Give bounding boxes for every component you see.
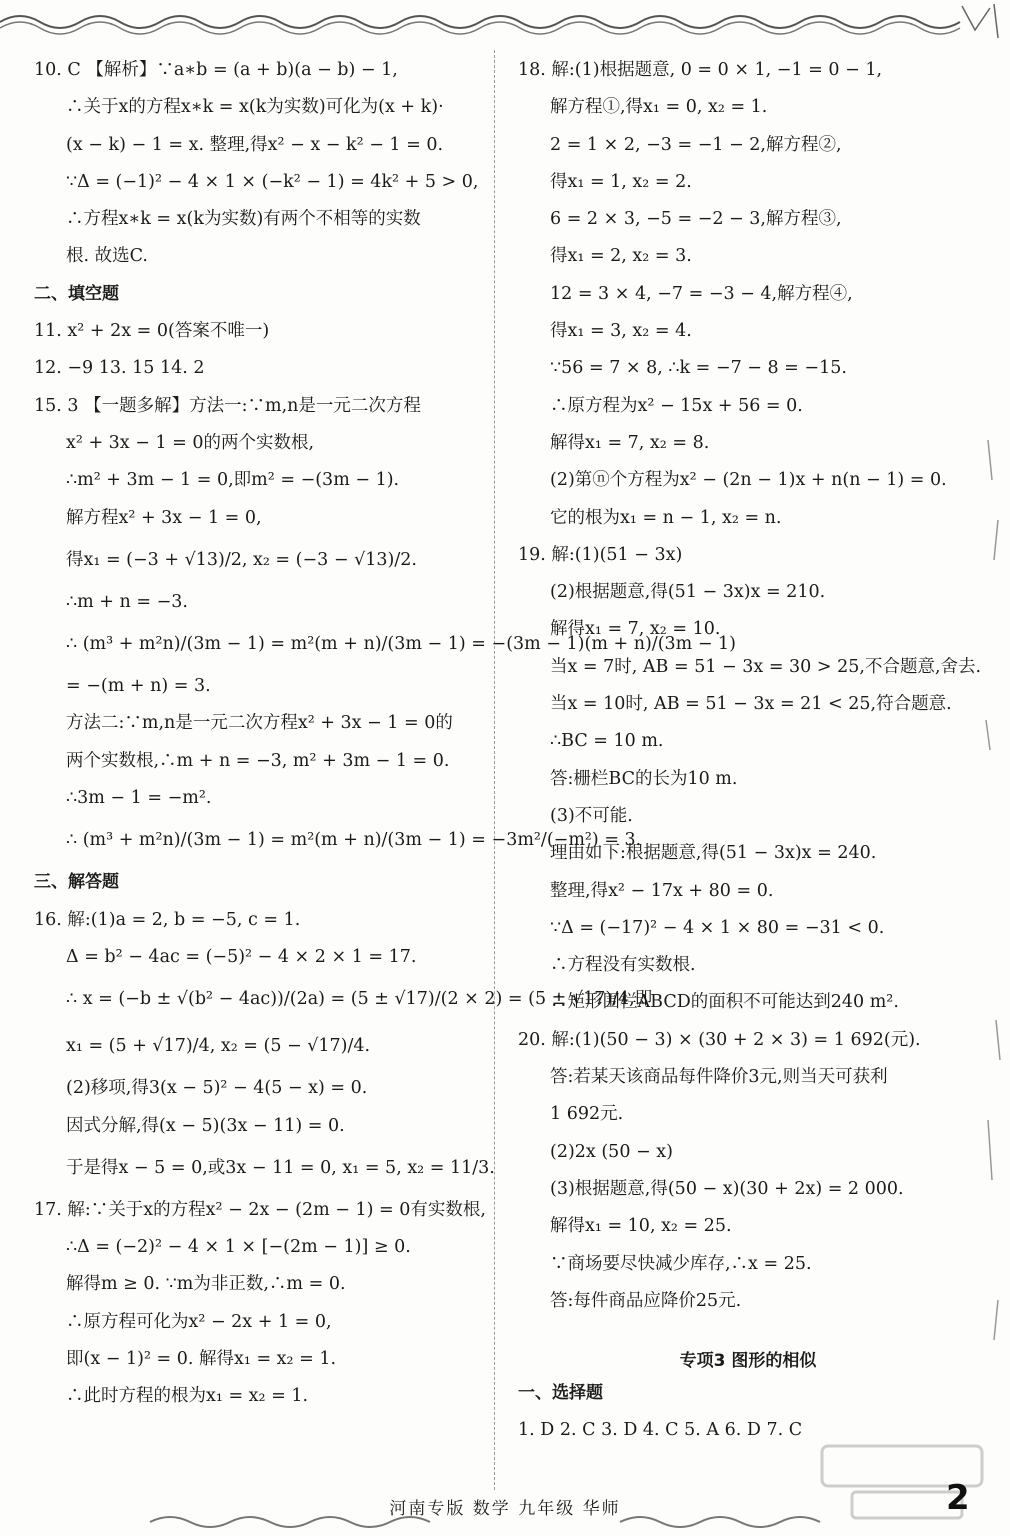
- q18-line-2: 解方程①,得x₁ = 0, x₂ = 1.: [550, 97, 768, 118]
- q15-line-1: 15. 3 【一题多解】方法一:∵m,n是一元二次方程: [34, 395, 421, 416]
- choice-heading: 一、选择题: [518, 1383, 603, 1404]
- q16-line-2: Δ = b² − 4ac = (−5)² − 4 × 2 × 1 = 17.: [66, 946, 417, 967]
- q10-line-3: (x − k) − 1 = x. 整理,得x² − x − k² − 1 = 0.: [66, 134, 444, 155]
- q15-method-2-line-2: 两个实数根,∴m + n = −3, m² + 3m − 1 = 0.: [66, 750, 450, 771]
- q16-formula: ∴ x = (−b ± √(b² − 4ac))/(2a) = (5 ± √17)/(2 × 2) = (5 ± √17)/4,即: [66, 989, 653, 1010]
- q12-14-answers: 12. −9 13. 15 14. 2: [34, 358, 205, 379]
- q18-line-9: ∵56 = 7 × 8, ∴k = −7 − 8 = −15.: [550, 358, 847, 379]
- q19-line-3: 解得x₁ = 7, x₂ = 10.: [550, 619, 721, 640]
- q19-line-4: 当x = 7时, AB = 51 − 3x = 30 > 25,不合题意,舍去.: [550, 656, 982, 677]
- q15-line-2: x² + 3x − 1 = 0的两个实数根,: [66, 432, 315, 453]
- q15-line-4: 解方程x² + 3x − 1 = 0,: [66, 507, 262, 528]
- q15-fraction-2: ∴ (m³ + m²n)/(3m − 1) = m²(m + n)/(3m − 1) = −3m²/(−m²) = 3.: [66, 830, 642, 851]
- section-heading: 专项3 图形的相似: [679, 1351, 817, 1372]
- column-divider: [494, 50, 495, 1490]
- solve-heading: 三、解答题: [34, 872, 119, 893]
- q18-line-5: 6 = 2 × 3, −5 = −2 − 3,解方程③,: [550, 209, 842, 230]
- q18-line-12: (2)第ⓝ个方程为x² − (2n − 1)x + n(n − 1) = 0.: [550, 470, 947, 491]
- q19-line-12: ∴方程没有实数根.: [550, 955, 696, 976]
- q15-result-1: = −(m + n) = 3.: [66, 676, 211, 697]
- q15-roots: 得x₁ = (−3 + √13)/2, x₂ = (−3 − √13)/2.: [66, 549, 417, 570]
- q18-line-1: 18. 解:(1)根据题意, 0 = 0 × 1, −1 = 0 − 1,: [518, 60, 883, 80]
- q16-part2-line-2: 因式分解,得(x − 5)(3x − 11) = 0.: [66, 1115, 345, 1136]
- q18-line-3: 2 = 1 × 2, −3 = −1 − 2,解方程②,: [550, 134, 842, 155]
- q19-line-11: ∵Δ = (−17)² − 4 × 1 × 80 = −31 < 0.: [550, 917, 885, 938]
- q18-line-4: 得x₁ = 1, x₂ = 2.: [550, 171, 692, 192]
- q20-line-3: 1 692元.: [550, 1104, 624, 1125]
- q17-line-4: ∴原方程可化为x² − 2x + 1 = 0,: [66, 1311, 332, 1332]
- q15-line-3: ∴m² + 3m − 1 = 0,即m² = −(3m − 1).: [66, 470, 400, 491]
- q17-line-2: ∴Δ = (−2)² − 4 × 1 × [−(2m − 1)] ≥ 0.: [66, 1237, 411, 1258]
- q10-line-5: ∴方程x∗k = x(k为实数)有两个不相等的实数: [66, 209, 421, 230]
- q19-line-13: ∴矩形围栏ABCD的面积不可能达到240 m².: [550, 992, 899, 1013]
- q18-line-10: ∴原方程为x² − 15x + 56 = 0.: [550, 395, 803, 416]
- scan-edge-marks: [980, 420, 1008, 1470]
- q15-method-2: 方法二:∵m,n是一元二次方程x² + 3x − 1 = 0的: [66, 713, 453, 734]
- q17-line-1: 17. 解:∵关于x的方程x² − 2x − (2m − 1) = 0有实数根,: [34, 1199, 486, 1220]
- q15-fraction-1: ∴ (m³ + m²n)/(3m − 1) = m²(m + n)/(3m − 1) = −(3m − 1)(m + n)/(3m − 1): [66, 634, 737, 655]
- q19-line-1: 19. 解:(1)(51 − 3x): [518, 544, 683, 565]
- q10-line-1: 10. C 【解析】∵a∗b = (a + b)(a − b) − 1,: [34, 60, 398, 80]
- q15-method-2-line-3: ∴3m − 1 = −m².: [66, 788, 212, 809]
- q16-part2-line-3: 于是得x − 5 = 0,或3x − 11 = 0, x₁ = 5, x₂ = 11/3.: [66, 1157, 495, 1178]
- q20-line-1: 20. 解:(1)(50 − 3) × (30 + 2 × 3) = 1 692(元).: [518, 1029, 921, 1050]
- q20-line-8: 答:每件商品应降价25元.: [550, 1290, 742, 1311]
- page-number: 2: [946, 1478, 970, 1518]
- choice-answers: 1. D 2. C 3. D 4. C 5. A 6. D 7. C: [518, 1420, 803, 1441]
- q10-line-4: ∵Δ = (−1)² − 4 × 1 × (−k² − 1) = 4k² + 5 > 0,: [66, 171, 479, 192]
- q20-line-2: 答:若某天该商品每件降价3元,则当天可获利: [550, 1067, 888, 1088]
- q20-line-6: 解得x₁ = 10, x₂ = 25.: [550, 1216, 732, 1237]
- q19-line-2: (2)根据题意,得(51 − 3x)x = 210.: [550, 582, 826, 603]
- q19-line-7: 答:栅栏BC的长为10 m.: [550, 768, 738, 789]
- q18-line-13: 它的根为x₁ = n − 1, x₂ = n.: [550, 507, 782, 528]
- q19-line-8: (3)不可能.: [550, 805, 633, 826]
- right-column: [518, 52, 982, 1450]
- q17-line-3: 解得m ≥ 0. ∵m为非正数,∴m = 0.: [66, 1274, 346, 1295]
- footer-edition: 河南专版 数学 九年级 华师: [389, 1499, 621, 1519]
- q18-line-6: 得x₁ = 2, x₂ = 3.: [550, 246, 692, 267]
- q17-line-5: 即(x − 1)² = 0. 解得x₁ = x₂ = 1.: [66, 1349, 337, 1370]
- q19-line-5: 当x = 10时, AB = 51 − 3x = 21 < 25,符合题意.: [550, 694, 952, 715]
- q10-line-2: ∴关于x的方程x∗k = x(k为实数)可化为(x + k)·: [66, 97, 444, 118]
- q19-line-10: 整理,得x² − 17x + 80 = 0.: [550, 880, 774, 901]
- fill-in-heading: 二、填空题: [34, 283, 119, 304]
- q20-line-4: (2)2x (50 − x): [550, 1141, 673, 1162]
- q17-line-6: ∴此时方程的根为x₁ = x₂ = 1.: [66, 1386, 309, 1407]
- q16-part2-line-1: (2)移项,得3(x − 5)² − 4(5 − x) = 0.: [66, 1078, 368, 1099]
- q16-line-1: 16. 解:(1)a = 2, b = −5, c = 1.: [34, 909, 301, 930]
- top-wavy-border: [0, 0, 1010, 40]
- q20-line-7: ∵商场要尽快减少库存,∴x = 25.: [550, 1253, 812, 1274]
- q16-roots: x₁ = (5 + √17)/4, x₂ = (5 − √17)/4.: [66, 1036, 371, 1057]
- q18-line-8: 得x₁ = 3, x₂ = 4.: [550, 321, 692, 342]
- q19-line-9: 理由如下:根据题意,得(51 − 3x)x = 240.: [550, 843, 877, 864]
- q15-sum: ∴m + n = −3.: [66, 591, 188, 612]
- q18-line-11: 解得x₁ = 7, x₂ = 8.: [550, 432, 710, 453]
- q19-line-6: ∴BC = 10 m.: [550, 731, 664, 752]
- q18-line-7: 12 = 3 × 4, −7 = −3 − 4,解方程④,: [550, 283, 853, 304]
- q11-answer: 11. x² + 2x = 0(答案不唯一): [34, 321, 270, 342]
- q20-line-5: (3)根据题意,得(50 − x)(30 + 2x) = 2 000.: [550, 1178, 904, 1199]
- q10-line-6: 根. 故选C.: [66, 246, 148, 267]
